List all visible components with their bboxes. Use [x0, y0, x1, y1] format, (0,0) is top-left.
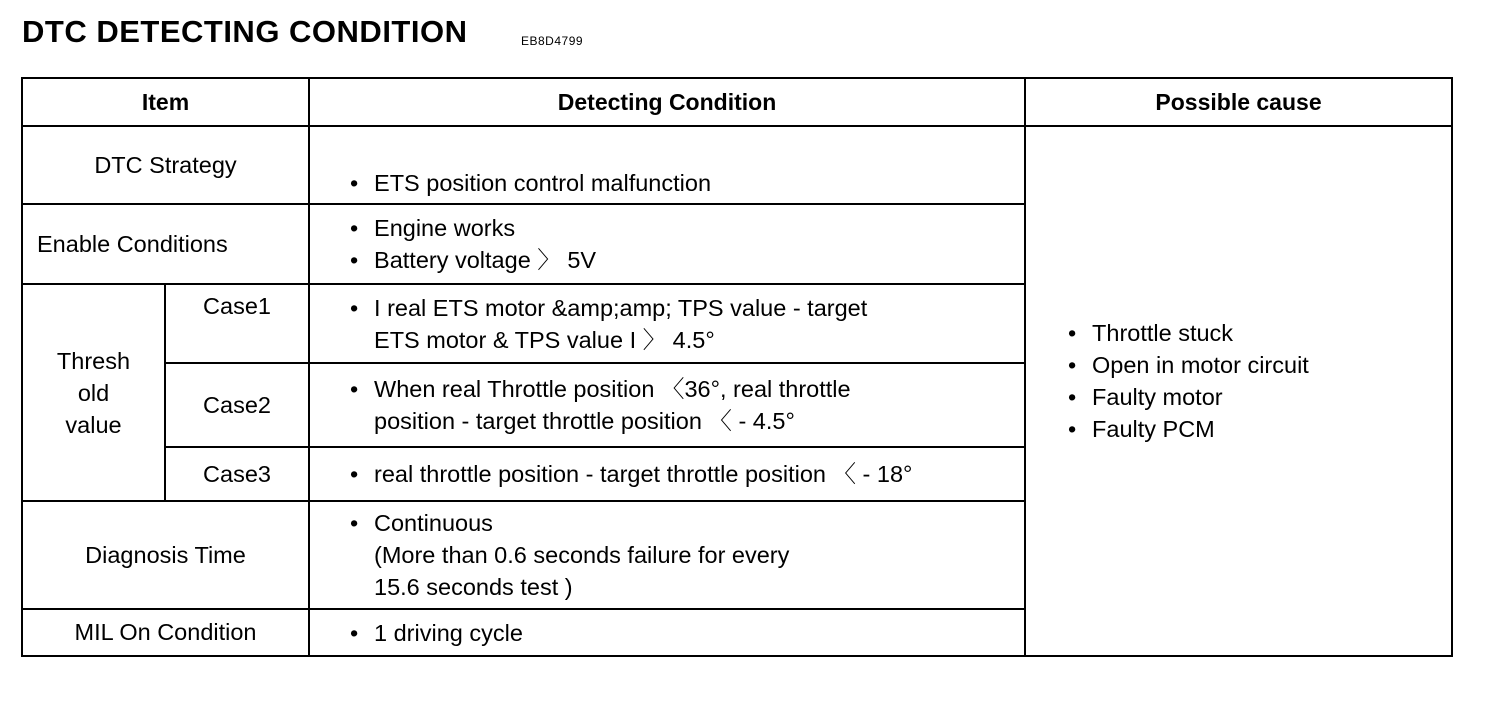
list-item-continuation: (More than 0.6 seconds failure for every — [374, 542, 790, 568]
column-header-cause: Possible cause — [1025, 78, 1452, 126]
possible-cause-cell — [1025, 126, 1452, 656]
case1-label: Case1 — [165, 284, 309, 363]
list-item: • Engine works — [348, 212, 1014, 244]
condition-case2 — [309, 363, 1025, 447]
list-item: • Battery voltage 〉 5V — [348, 244, 1014, 276]
list-item: • I real ETS motor &amp;amp; TPS value - target — [348, 292, 1014, 324]
document-code: EB8D4799 — [521, 34, 584, 48]
condition-case1 — [309, 284, 1025, 363]
cause-item: • Throttle stuck — [1066, 317, 1451, 349]
list-item: • ETS position control malfunction — [348, 167, 1014, 199]
condition-case3 — [309, 447, 1025, 501]
condition-strategy — [309, 126, 1025, 204]
case3-label: Case3 — [165, 447, 309, 501]
list-item-continuation: position - target throttle position 〈 - 4.5° — [374, 408, 795, 434]
dtc-condition-table — [21, 77, 1453, 657]
list-item: • Continuous — [348, 507, 1014, 539]
condition-diagnosis — [309, 501, 1025, 609]
row-label-strategy: DTC Strategy — [22, 126, 309, 204]
row-label-mil: MIL On Condition — [22, 609, 309, 656]
cause-item: • Open in motor circuit — [1066, 349, 1451, 381]
cause-item: • Faulty PCM — [1066, 413, 1451, 445]
page-title: DTC DETECTING CONDITION — [22, 14, 468, 49]
list-item: • 1 driving cycle — [348, 617, 1014, 649]
list-item: • real throttle position - target throttle position 〈 - 18° — [348, 458, 1014, 490]
list-item-continuation: 15.6 seconds test ) — [374, 574, 573, 600]
column-header-condition: Detecting Condition — [309, 78, 1025, 126]
row-label-enable: Enable Conditions — [22, 204, 309, 284]
table-header-row — [22, 78, 1452, 126]
list-item: • When real Throttle position 〈36°, real throttle — [348, 373, 1014, 405]
row-label-diagnosis: Diagnosis Time — [22, 501, 309, 609]
condition-enable — [309, 204, 1025, 284]
table-row-strategy — [22, 126, 1452, 204]
list-item-continuation: ETS motor & TPS value I 〉 4.5° — [374, 326, 715, 353]
column-header-item: Item — [22, 78, 309, 126]
row-label-threshold: Thresh old value — [22, 284, 165, 501]
cause-item: • Faulty motor — [1066, 381, 1451, 413]
case2-label: Case2 — [165, 363, 309, 447]
condition-mil — [309, 609, 1025, 656]
